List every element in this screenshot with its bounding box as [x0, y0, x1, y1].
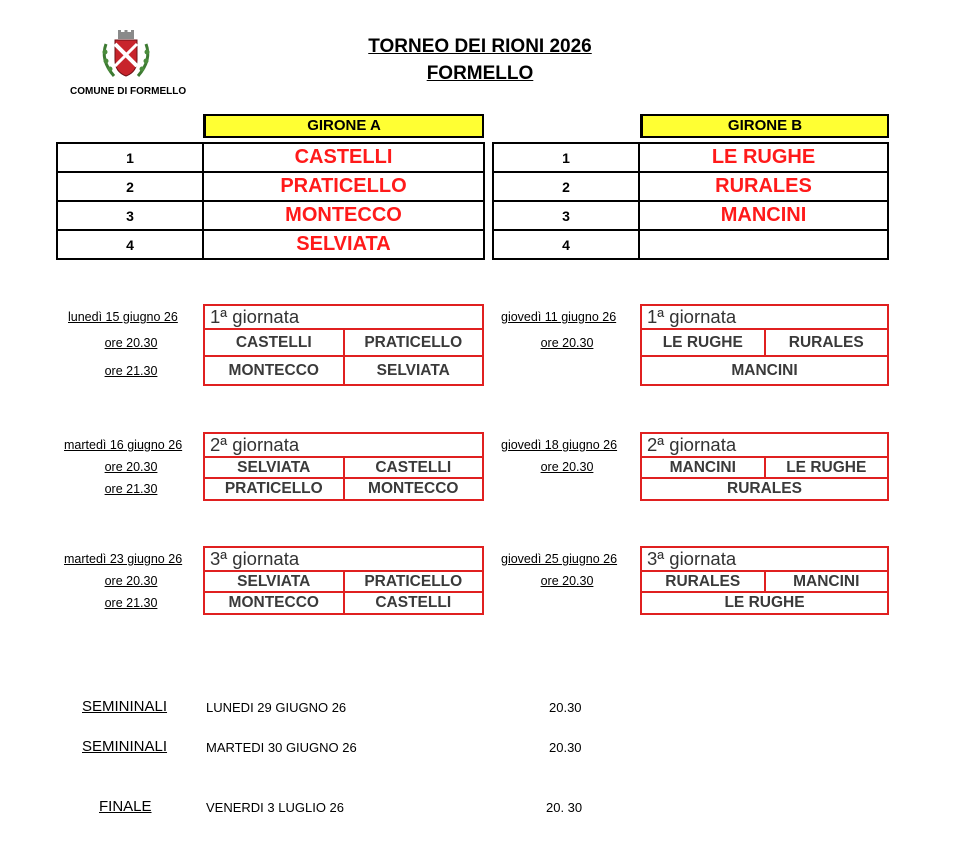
match-time: ore 21.30 — [104, 364, 158, 378]
team-number: 4 — [57, 230, 203, 259]
away-team: MONTECCO — [343, 479, 483, 499]
giornata-box-b1 — [640, 304, 889, 386]
away-team: RURALES — [764, 330, 888, 355]
home-team: PRATICELLO — [224, 480, 323, 497]
giornata-label: 2ª giornata — [205, 434, 482, 458]
match-time: ore 20.30 — [104, 336, 158, 350]
home-team: SELVIATA — [237, 459, 311, 476]
match-row — [205, 593, 482, 613]
semifinal-date: LUNEDI 29 GIUGNO 26 — [206, 700, 347, 715]
page-subtitle: FORMELLO — [426, 63, 534, 84]
home-team: MONTECCO — [228, 362, 319, 379]
table-row — [57, 172, 484, 201]
giornata-label: 2ª giornata — [642, 434, 887, 458]
giornata-label: 3ª giornata — [205, 548, 482, 572]
team-number: 1 — [57, 143, 203, 172]
match-date: martedì 16 giugno 26 — [64, 438, 183, 452]
giornata-label: 1ª giornata — [642, 306, 887, 330]
semifinal-label: SEMININALI — [82, 738, 168, 755]
team-name — [639, 230, 888, 259]
match-date: lunedì 15 giugno 26 — [68, 310, 178, 324]
team-name: MONTECCO — [203, 201, 484, 230]
table-row — [57, 201, 484, 230]
final-time: 20. 30 — [546, 800, 583, 815]
page-title: TORNEO DEI RIONI 2026 — [368, 36, 592, 57]
girone-b-table — [492, 142, 889, 260]
match-row — [642, 572, 887, 593]
giornata-box-b2 — [640, 432, 889, 501]
match-date: giovedì 11 giugno 26 — [501, 310, 617, 324]
table-row — [57, 230, 484, 259]
team-number: 4 — [493, 230, 639, 259]
match-time: ore 20.30 — [104, 460, 158, 474]
match-time: ore 20.30 — [540, 336, 594, 350]
comune-crest-logo — [96, 30, 156, 82]
team-number: 1 — [493, 143, 639, 172]
match-row — [205, 572, 482, 593]
giornata-box-a1 — [203, 304, 484, 386]
away-team: CASTELLI — [343, 593, 483, 613]
away-team: CASTELLI — [343, 458, 483, 477]
semifinal-label: SEMININALI — [82, 698, 168, 715]
team-name: CASTELLI — [203, 143, 484, 172]
match-date: giovedì 25 giugno 26 — [501, 552, 618, 566]
table-row — [493, 201, 888, 230]
girone-a-header: GIRONE A — [203, 114, 484, 138]
away-team: MANCINI — [764, 572, 888, 591]
match-time: ore 20.30 — [540, 460, 594, 474]
match-row — [205, 458, 482, 479]
match-time: ore 21.30 — [104, 482, 158, 496]
home-team: MONTECCO — [228, 594, 319, 611]
away-team: PRATICELLO — [343, 330, 483, 355]
giornata-label: 3ª giornata — [642, 548, 887, 572]
semifinal-time: 20.30 — [549, 740, 582, 755]
team-name: MANCINI — [639, 201, 888, 230]
team-name: PRATICELLO — [203, 172, 484, 201]
team-name: RURALES — [639, 172, 888, 201]
resting-team: RURALES — [727, 480, 802, 497]
match-row — [642, 330, 887, 357]
final-label: FINALE — [99, 798, 152, 815]
team-name: SELVIATA — [203, 230, 484, 259]
match-time: ore 21.30 — [104, 596, 158, 610]
table-row — [57, 143, 484, 172]
semifinal-time: 20.30 — [549, 700, 582, 715]
match-row — [642, 458, 887, 479]
team-number: 2 — [493, 172, 639, 201]
table-row — [493, 230, 888, 259]
match-row — [205, 330, 482, 357]
giornata-box-a3 — [203, 546, 484, 615]
team-name: LE RUGHE — [639, 143, 888, 172]
match-row — [205, 479, 482, 499]
semifinal-date: MARTEDI 30 GIUGNO 26 — [206, 740, 357, 755]
home-team: MANCINI — [669, 459, 736, 476]
away-team: LE RUGHE — [764, 458, 888, 477]
match-row — [205, 357, 482, 384]
home-team: CASTELLI — [235, 334, 312, 351]
match-date: giovedì 18 giugno 26 — [501, 438, 618, 452]
team-number: 2 — [57, 172, 203, 201]
match-date: martedì 23 giugno 26 — [64, 552, 183, 566]
resting-team: LE RUGHE — [724, 594, 805, 611]
final-date: VENERDI 3 LUGLIO 26 — [206, 800, 344, 815]
rest-row — [642, 357, 887, 384]
team-number: 3 — [493, 201, 639, 230]
away-team: PRATICELLO — [343, 572, 483, 591]
home-team: SELVIATA — [237, 573, 311, 590]
match-time: ore 20.30 — [540, 574, 594, 588]
table-row — [493, 143, 888, 172]
giornata-label: 1ª giornata — [205, 306, 482, 330]
home-team: RURALES — [665, 573, 741, 590]
rest-row — [642, 479, 887, 499]
rest-row — [642, 593, 887, 613]
team-number: 3 — [57, 201, 203, 230]
away-team: SELVIATA — [343, 357, 483, 384]
home-team: LE RUGHE — [662, 334, 743, 351]
match-time: ore 20.30 — [104, 574, 158, 588]
girone-b-header: GIRONE B — [640, 114, 889, 138]
resting-team: MANCINI — [731, 362, 798, 379]
giornata-box-a2 — [203, 432, 484, 501]
girone-a-table — [56, 142, 485, 260]
giornata-box-b3 — [640, 546, 889, 615]
table-row — [493, 172, 888, 201]
comune-label: COMUNE DI FORMELLO — [70, 86, 187, 97]
